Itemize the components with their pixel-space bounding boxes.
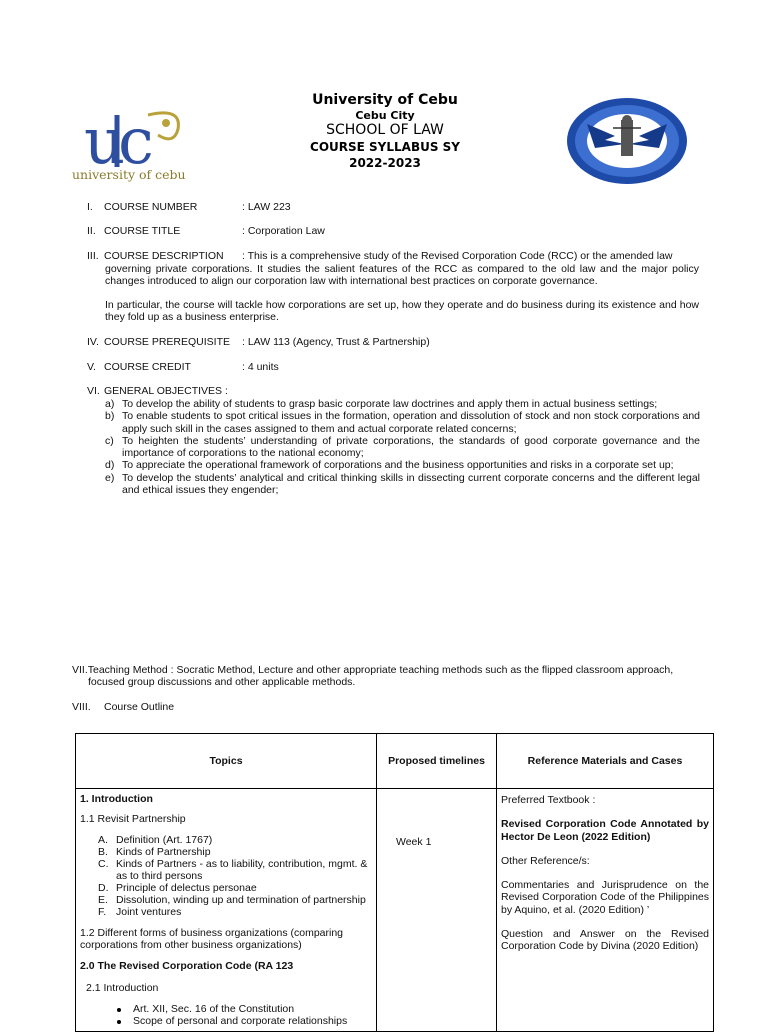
- topic-rcc-introduction: 2.1 Introduction: [86, 982, 159, 994]
- list-item: Dissolution, winding up and termination of partnership: [116, 894, 366, 906]
- row-num: VIII.: [72, 701, 91, 713]
- list-item: Principle of delectus personae: [116, 882, 257, 894]
- reference-divina: Question and Answer on the Revised Corporation Code by Divina (2020 Edition): [501, 928, 709, 953]
- general-objectives-row: [87, 385, 228, 397]
- timeline-cell: [377, 789, 497, 1032]
- course-description-row: [87, 250, 673, 262]
- course-title-row: [87, 225, 325, 237]
- topic-introduction: 1. Introduction: [80, 793, 153, 805]
- header-timelines: Proposed timelines: [377, 734, 497, 789]
- list-item: Kinds of Partners - as to liability, contribution, mgmt. &: [116, 858, 368, 870]
- list-item: c) To heighten the students’ understanding of private corporations, the standards of good corporate governance and the importance of corporations to the national economy;: [105, 434, 700, 460]
- list-item: Scope of personal and corporate relationships: [133, 1015, 348, 1027]
- teaching-method-line-2: focused group discussions and other applicable methods.: [88, 676, 356, 688]
- row-num: V.: [87, 361, 96, 373]
- row-value: : LAW 113 (Agency, Trust & Partnership): [242, 336, 430, 348]
- row-label: COURSE TITLE: [104, 225, 181, 237]
- bullet-icon: [117, 1008, 121, 1012]
- row-value: : Corporation Law: [242, 225, 325, 237]
- topic-rcc: 2.0 The Revised Corporation Code (RA 123: [80, 960, 294, 972]
- description-paragraph-2: In particular, the course will tackle how corporations are set up, how they operate and do business during its existence and how they fold up as a business enterprise.: [105, 299, 699, 324]
- row-label: COURSE CREDIT: [104, 361, 191, 373]
- logo-wordmark: university of cebu: [72, 167, 186, 182]
- row-num: I.: [87, 201, 93, 213]
- course-outline-heading: [72, 701, 175, 713]
- preferred-textbook-label: Preferred Textbook :: [501, 794, 596, 806]
- timeline-week: Week 1: [396, 836, 432, 848]
- list-item: e) To develop the students’ analytical and critical thinking skills in dissecting current corporate concerns and the different legal and ethical issues they engender;: [105, 471, 700, 497]
- list-item: Kinds of Partnership: [116, 846, 211, 858]
- university-logo: [70, 105, 200, 187]
- school-of-law-seal: [565, 96, 689, 186]
- row-label: Course Outline: [104, 701, 175, 713]
- row-label: GENERAL OBJECTIVES :: [104, 385, 228, 397]
- topic-revisit-partnership: 1.1 Revisit Partnership: [80, 813, 186, 825]
- description-continued: governing private corporations. It studies the salient features of the RCC as compared to the old law and the major policy changes introduced to align our corporation law with international best practices on corporate governance.: [105, 263, 699, 288]
- row-num: III.: [87, 250, 99, 262]
- school-name: SCHOOL OF LAW: [326, 122, 444, 138]
- list-item: Joint ventures: [116, 906, 182, 918]
- header-topics: Topics: [76, 734, 377, 789]
- school-year: 2022-2023: [349, 156, 421, 170]
- row-num: VI.: [87, 385, 100, 397]
- list-item: Definition (Art. 1767): [116, 834, 213, 846]
- row-value: : LAW 223: [242, 201, 291, 213]
- row-label: COURSE DESCRIPTION: [104, 250, 224, 262]
- teaching-method-line-1: VII.Teaching Method : Socratic Method, Lecture and other appropriate teaching methods such as the flipped classroom approach,: [72, 664, 674, 676]
- row-label: COURSE NUMBER: [104, 201, 198, 213]
- svg-text:c: c: [118, 105, 154, 179]
- list-item: d) To appreciate the operational framework of corporations and the business opportunities and risks in a corporate set up;: [105, 459, 674, 472]
- header-references: Reference Materials and Cases: [497, 734, 714, 789]
- row-value: : 4 units: [242, 361, 279, 373]
- list-item: as to third persons: [116, 870, 203, 882]
- course-prerequisite-row: [87, 336, 430, 348]
- bullet-icon: [117, 1020, 121, 1024]
- topic-business-forms-2: corporations from other business organizations): [80, 939, 302, 951]
- references-cell: [497, 789, 714, 1032]
- row-num: IV.: [87, 336, 99, 348]
- list-item: a) To develop the ability of students to grasp basic corporate law doctrines and apply them in actual business settings;: [105, 398, 658, 410]
- syllabus-title: COURSE SYLLABUS SY: [310, 140, 460, 154]
- list-item: Art. XII, Sec. 16 of the Constitution: [133, 1003, 295, 1015]
- row-num: II.: [87, 225, 96, 237]
- course-number-row: [87, 201, 291, 213]
- reference-aquino: Commentaries and Jurisprudence on the Revised Corporation Code of the Philippines by Aquino, et al. (2020 Edition) ’: [501, 879, 709, 916]
- university-name: University of Cebu: [312, 92, 458, 108]
- city-name: Cebu City: [355, 109, 415, 122]
- objectives-list: [105, 398, 700, 496]
- svg-text:u: u: [84, 105, 126, 179]
- row-value: : This is a comprehensive study of the Revised Corporation Code (RCC) or the amended law: [242, 250, 673, 262]
- preferred-textbook: Revised Corporation Code Annotated by Hector De Leon (2022 Edition): [501, 818, 709, 843]
- course-outline-table: [75, 733, 714, 1032]
- course-credit-row: [87, 361, 279, 373]
- topic-business-forms-1: 1.2 Different forms of business organizations (comparing: [80, 927, 344, 939]
- row-label: COURSE PREREQUISITE: [104, 336, 231, 348]
- other-references-label: Other Reference/s:: [501, 854, 590, 867]
- list-item: b) To enable students to spot critical issues in the formation, operation and dissolution of stock and non stock corporations and apply such skill in the cases assigned to them and actual corporate related concerns;: [105, 410, 700, 435]
- topics-cell: 1. Introduction 1.1 Revisit Partnership A. Definition (Art. 1767) B. Kinds of Partnership C. Kinds of Partners - as to liability, contribution, mgmt. & as to third persons D. Principle of delectus personae E. Dissolution, winding up and termination of partnership F. Joint ventures 1.2 Different forms of business organizations (comparing corporations from other business organizations) 2.0 The Revised Corporation Code (RA 123 2.1 Introduction Art. XII, Sec. 16 of the Constitution Scope of personal and corporate relationships: [76, 789, 377, 1032]
